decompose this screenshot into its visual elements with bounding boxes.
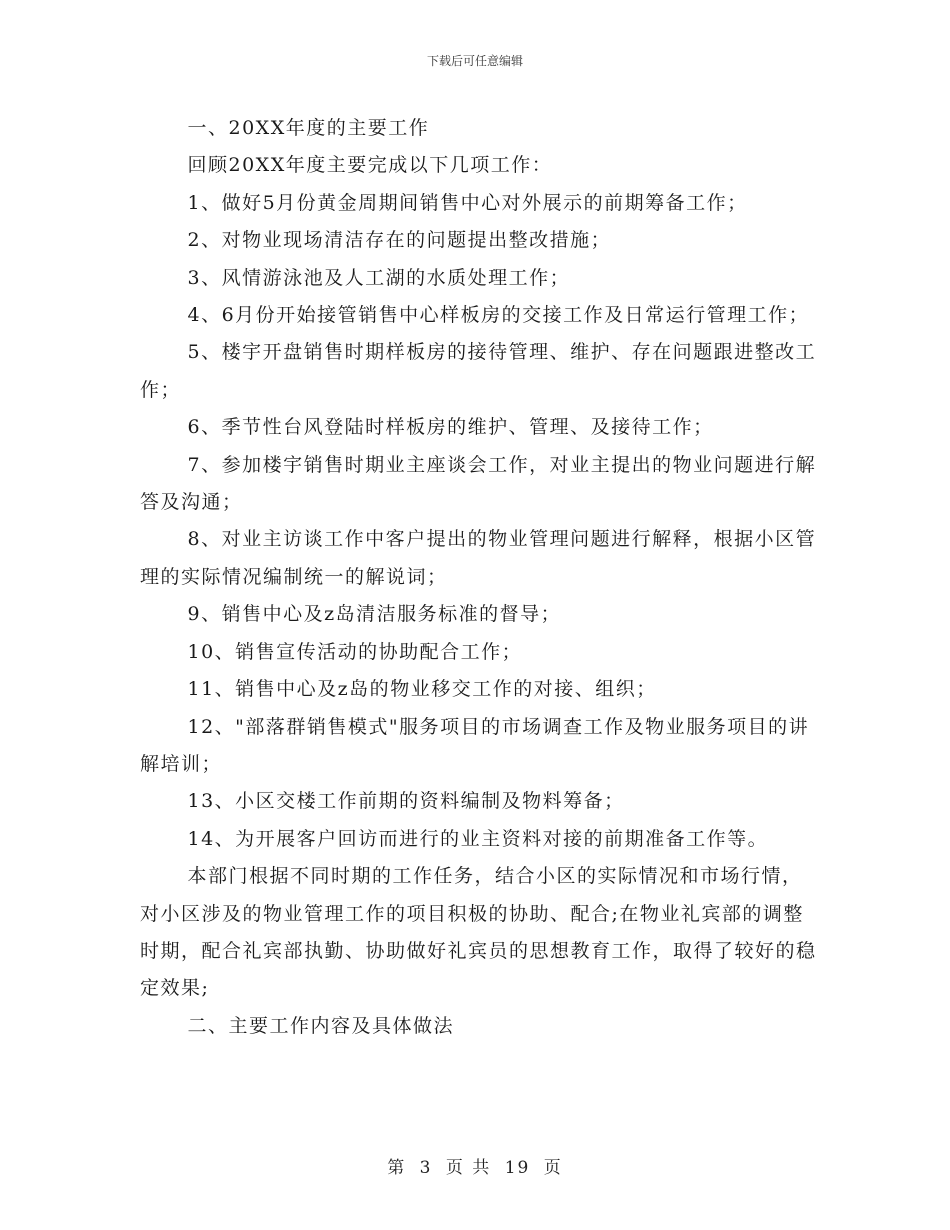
list-item: 2、对物业现场清洁存在的问题提出整改措施； xyxy=(187,229,612,252)
list-item: 12、"部落群销售模式"服务项目的市场调查工作及物业服务项目的讲解培训； xyxy=(140,715,810,775)
list-item: 6、季节性台风登陆时样板房的维护、管理、及接待工作； xyxy=(187,416,714,439)
page-header: 下载后可任意编辑 xyxy=(426,54,523,68)
page-number-current: 3 xyxy=(419,1158,433,1178)
section-heading-2: 二、主要工作内容及具体做法 xyxy=(187,1014,455,1037)
list-item: 10、销售宣传活动的协助配合工作； xyxy=(187,640,523,663)
list-item: 9、销售中心及z岛清洁服务标准的督导； xyxy=(187,603,562,626)
list-item: 13、小区交楼工作前期的资料编制及物料筹备； xyxy=(187,790,625,813)
list-item: 3、风情游泳池及人工湖的水质处理工作； xyxy=(187,266,571,289)
page-number-total: 19 xyxy=(504,1158,531,1178)
paragraph: 本部门根据不同时期的工作任务，结合小区的实际情况和市场行情，对小区涉及的物业管理工作的项目积极的协助、配合;在物业礼宾部的调整时期，配合礼宾部执勤、协助做好礼宾员的思想教育工作，取得了较好的稳定效果; xyxy=(140,865,817,1000)
list-item: 4、6月份开始接管销售中心样板房的交接工作及日常运行管理工作； xyxy=(187,304,810,327)
section-heading-1: 一、20XX年度的主要工作 xyxy=(187,117,430,139)
footer-prefix: 第 xyxy=(387,1158,407,1178)
page-footer xyxy=(0,1153,950,1178)
list-item: 8、对业主访谈工作中客户提出的物业管理问题进行解释，根据小区管理的实际情况编制统一的解说词； xyxy=(140,528,817,588)
footer-suffix: 页 xyxy=(543,1158,563,1178)
list-item: 11、销售中心及z岛的物业移交工作的对接、组织； xyxy=(187,678,657,701)
document-body xyxy=(140,110,820,1045)
list-item: 7、参加楼宇销售时期业主座谈会工作，对业主提出的物业问题进行解答及沟通； xyxy=(140,453,817,514)
list-item: 14、为开展客户回访而进行的业主资料对接的前期准备工作等。 xyxy=(187,827,769,850)
footer-middle: 页 共 xyxy=(445,1158,492,1178)
paragraph: 回顾20XX年度主要完成以下几项工作： xyxy=(187,154,553,177)
list-item: 5、楼宇开盘销售时期样板房的接待管理、维护、存在问题跟进整改工作； xyxy=(140,341,817,401)
list-item: 1、做好5月份黄金周期间销售中心对外展示的前期筹备工作； xyxy=(187,191,748,214)
